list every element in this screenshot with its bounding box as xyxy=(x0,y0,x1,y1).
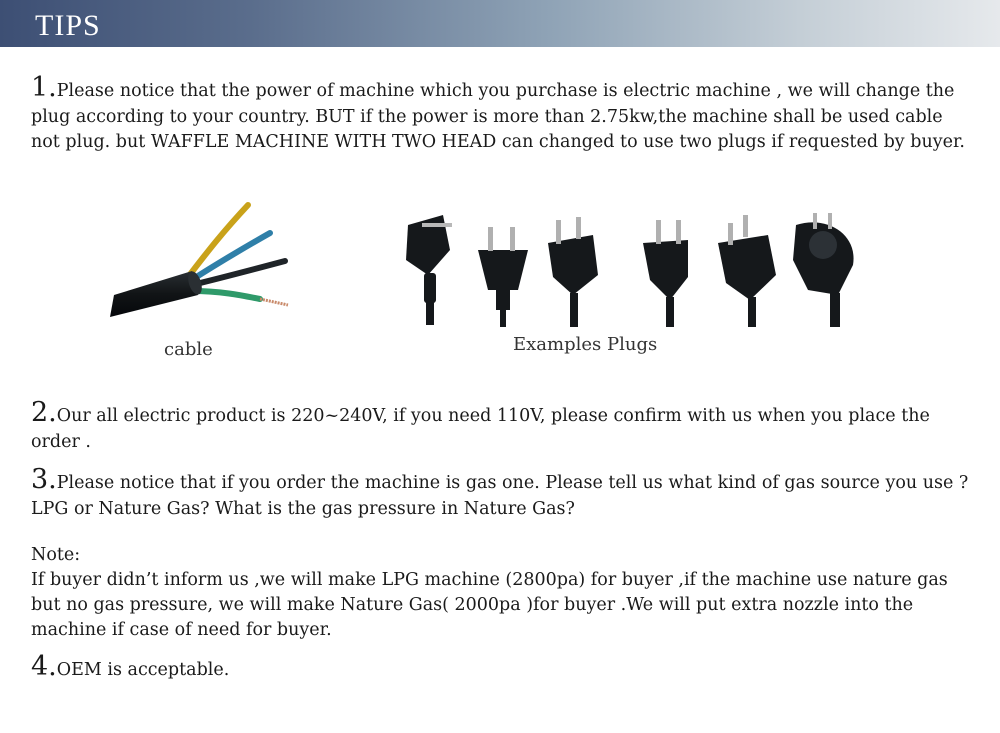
note-label: Note: xyxy=(31,545,81,565)
tip-4-number: 4. xyxy=(31,651,57,682)
page-title: TIPS xyxy=(35,9,101,42)
tip-1-number: 1. xyxy=(31,72,57,103)
cable-caption: cable xyxy=(164,339,213,360)
tip-3-number: 3. xyxy=(31,464,57,495)
tip-4-text: OEM is acceptable. xyxy=(56,660,230,680)
tip-2 xyxy=(31,397,976,455)
header-banner xyxy=(0,0,1000,47)
tip-1-text: Please notice that the power of machine which you purchase is electric machine , we will change the plug according to your country. BUT if the power is more than 2.75kw,the machine shall be used cable not plug. but WAFFLE MACHINE WITH TWO HEAD can changed to use two plugs if requested by buyer. xyxy=(31,81,965,152)
cable-photo xyxy=(100,195,300,325)
tip-2-number: 2. xyxy=(31,397,57,428)
plugs-photo xyxy=(388,205,868,327)
note-block xyxy=(31,543,976,643)
tip-1 xyxy=(31,72,976,156)
note-text: If buyer didn’t inform us ,we will make LPG machine (2800pa) for buyer ,if the machine use nature gas but no gas pressure, we will make Nature Gas( 2000pa )for buyer .We will put extra nozzle into the machine if case of need for buyer. xyxy=(31,570,948,640)
plugs-caption: Examples Plugs xyxy=(513,334,658,355)
tip-3 xyxy=(31,464,976,522)
tip-4 xyxy=(31,651,976,684)
tip-2-text: Our all electric product is 220~240V, if you need 110V, please confirm with us when you place the order . xyxy=(31,406,930,452)
tip-3-text: Please notice that if you order the machine is gas one. Please tell us what kind of gas source you use ?LPG or Nature Gas? What is the gas pressure in Nature Gas? xyxy=(31,473,969,519)
